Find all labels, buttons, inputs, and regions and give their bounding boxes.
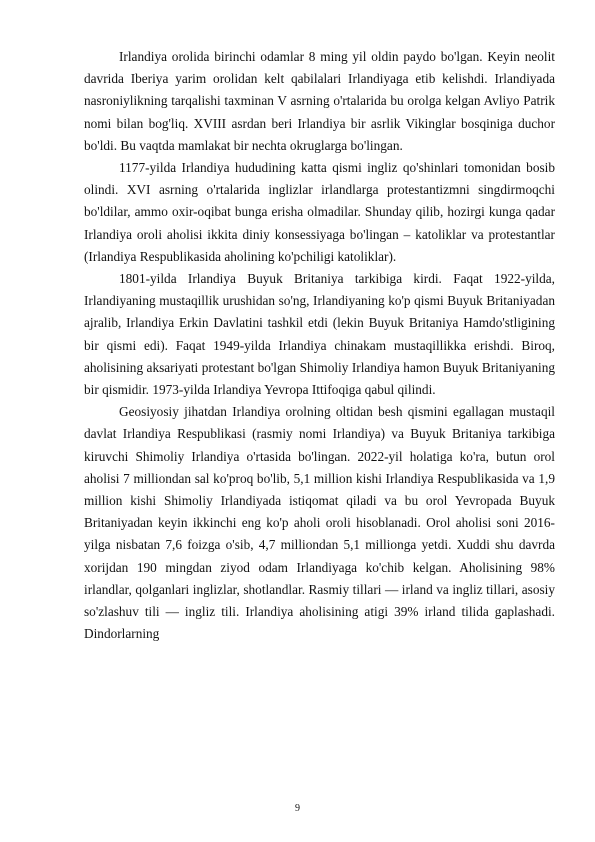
paragraph-history-early: Irlandiya orolida birinchi odamlar 8 ming yil oldin paydo bo'lgan. Keyin neolit davrida Iberiya yarim orolidan kelt qabilalari Irlandiyaga etib kelishdi. Irlandiyada nasroniylikning tarqalishi taxminan V asrning o'rtalarida bu orolga kelgan Avliyo Patrik nomi bilan bog'liq. XVIII asrdan beri Irlandiya bir asrlik Vikinglar bosqiniga duchor bo'ldi. Bu vaqtda mamlakat bir nechta okruglarga bo'lingan. (84, 49, 555, 153)
paragraph-english-conquest: 1177-yilda Irlandiya hududining katta qismi ingliz qo'shinlari tomonidan bosib olindi. XVI asrning o'rtalarida inglizlar irlandlarga protestantizmni singdirmoqchi bo'ldilar, ammo oxir-oqibat bunga erisha olmadilar. Shunday qilib, hozirgi kunga qadar Irlandiya oroli aholisi ikkita diniy konsessiyaga bo'lingan – katoliklar va protestantlar (Irlandiya Respublikasida aholining ko'pchiligi katoliklar). (84, 160, 555, 264)
page-number: 9 (295, 803, 300, 814)
paragraph-independence: 1801-yilda Irlandiya Buyuk Britaniya tarkibiga kirdi. Faqat 1922-yilda, Irlandiyaning mustaqillik urushidan so'ng, Irlandiyaning ko'p qismi Buyuk Britaniyadan ajralib, Irlandiya Erkin Davlatini tashkil etdi (lekin Buyuk Britaniya Hamdo'stligining bir qismi edi). Faqat 1949-yilda Irlandiya chinakam mustaqillikka erishdi. Biroq, aholisining aksariyati protestant bo'lgan Shimoliy Irlandiya hamon Buyuk Britaniyaning bir qismidir. 1973-yilda Irlandiya Yevropa Ittifoqiga qabul qilindi. (84, 271, 555, 398)
document-page (84, 46, 555, 645)
paragraph-geopolitics-population: Geosiyosiy jihatdan Irlandiya orolning oltidan besh qismini egallagan mustaqil davlat Irlandiya Respublikasi (rasmiy nomi Irlandiya) va Buyuk Britaniya tarkibiga kiruvchi Shimoliy Irlandiya o'rtasida bo'lingan. 2022-yil holatiga ko'ra, butun orol aholisi 7 milliondan sal ko'proq bo'lib, 5,1 million kishi Irlandiya Respublikasida va 1,9 million kishi Shimoliy Irlandiyada istiqomat qiladi va bu orol Yevropada Buyuk Britaniyadan keyin ikkinchi eng ko'p aholi oroli hisoblanadi. Orol aholisi soni 2016-yilga nisbatan 7,6 foizga o'sib, 4,7 milliondan 5,1 millionga yetdi. Xuddi shu davrda xorijdan 190 mingdan ziyod odam Irlandiyaga ko'chib kelgan. Aholisining 98% irlandlar, qolganlari inglizlar, shotlandlar. Rasmiy tillari — irland va ingliz tillari, asosiy so'zlashuv tili — ingliz tili. Irlandiya aholisining atigi 39% irland tilida gaplashadi. Dindorlarning (84, 404, 555, 642)
